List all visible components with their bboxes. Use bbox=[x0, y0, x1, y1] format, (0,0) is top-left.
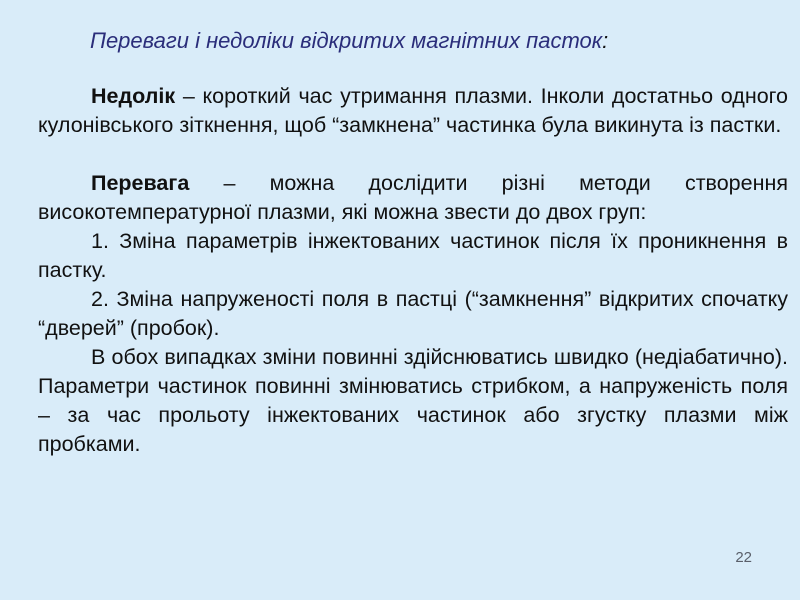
advantage-term: Перевага bbox=[91, 171, 190, 195]
disadvantage-paragraph bbox=[38, 82, 788, 140]
slide-title-colon: : bbox=[602, 28, 609, 53]
advantage-paragraph bbox=[38, 169, 788, 227]
point-2-paragraph: 2. Зміна напруженості поля в пастці (“замкнення” відкритих спочатку “дверей” (пробок). bbox=[38, 287, 788, 340]
page-number: 22 bbox=[735, 549, 752, 566]
slide-title-text: Переваги і недоліки відкритих магнітних пасток bbox=[90, 28, 603, 53]
advantage-text: – можна дослідити різні методи створення високотемпературної плазми, які можна звести до двох груп: bbox=[38, 171, 788, 224]
slide-title bbox=[90, 24, 608, 58]
slide-body bbox=[38, 82, 788, 459]
disadvantage-text: – короткий час утримання плазми. Інколи достатньо одного кулонівського зіткнення, щоб “замкнена” частинка була викинута із пастки. bbox=[38, 84, 788, 137]
point-1-paragraph: 1. Зміна параметрів інжектованих частинок після їх проникнення в пастку. bbox=[38, 229, 788, 282]
conclusion-paragraph: В обох випадках зміни повинні здійснюватись швидко (недіабатично). Параметри частинок повинні змінюватись стрибком, а напруженість поля – за час прольоту інжектованих частинок або згустку плазми між пробками. bbox=[38, 345, 788, 456]
disadvantage-term: Недолік bbox=[91, 84, 176, 108]
